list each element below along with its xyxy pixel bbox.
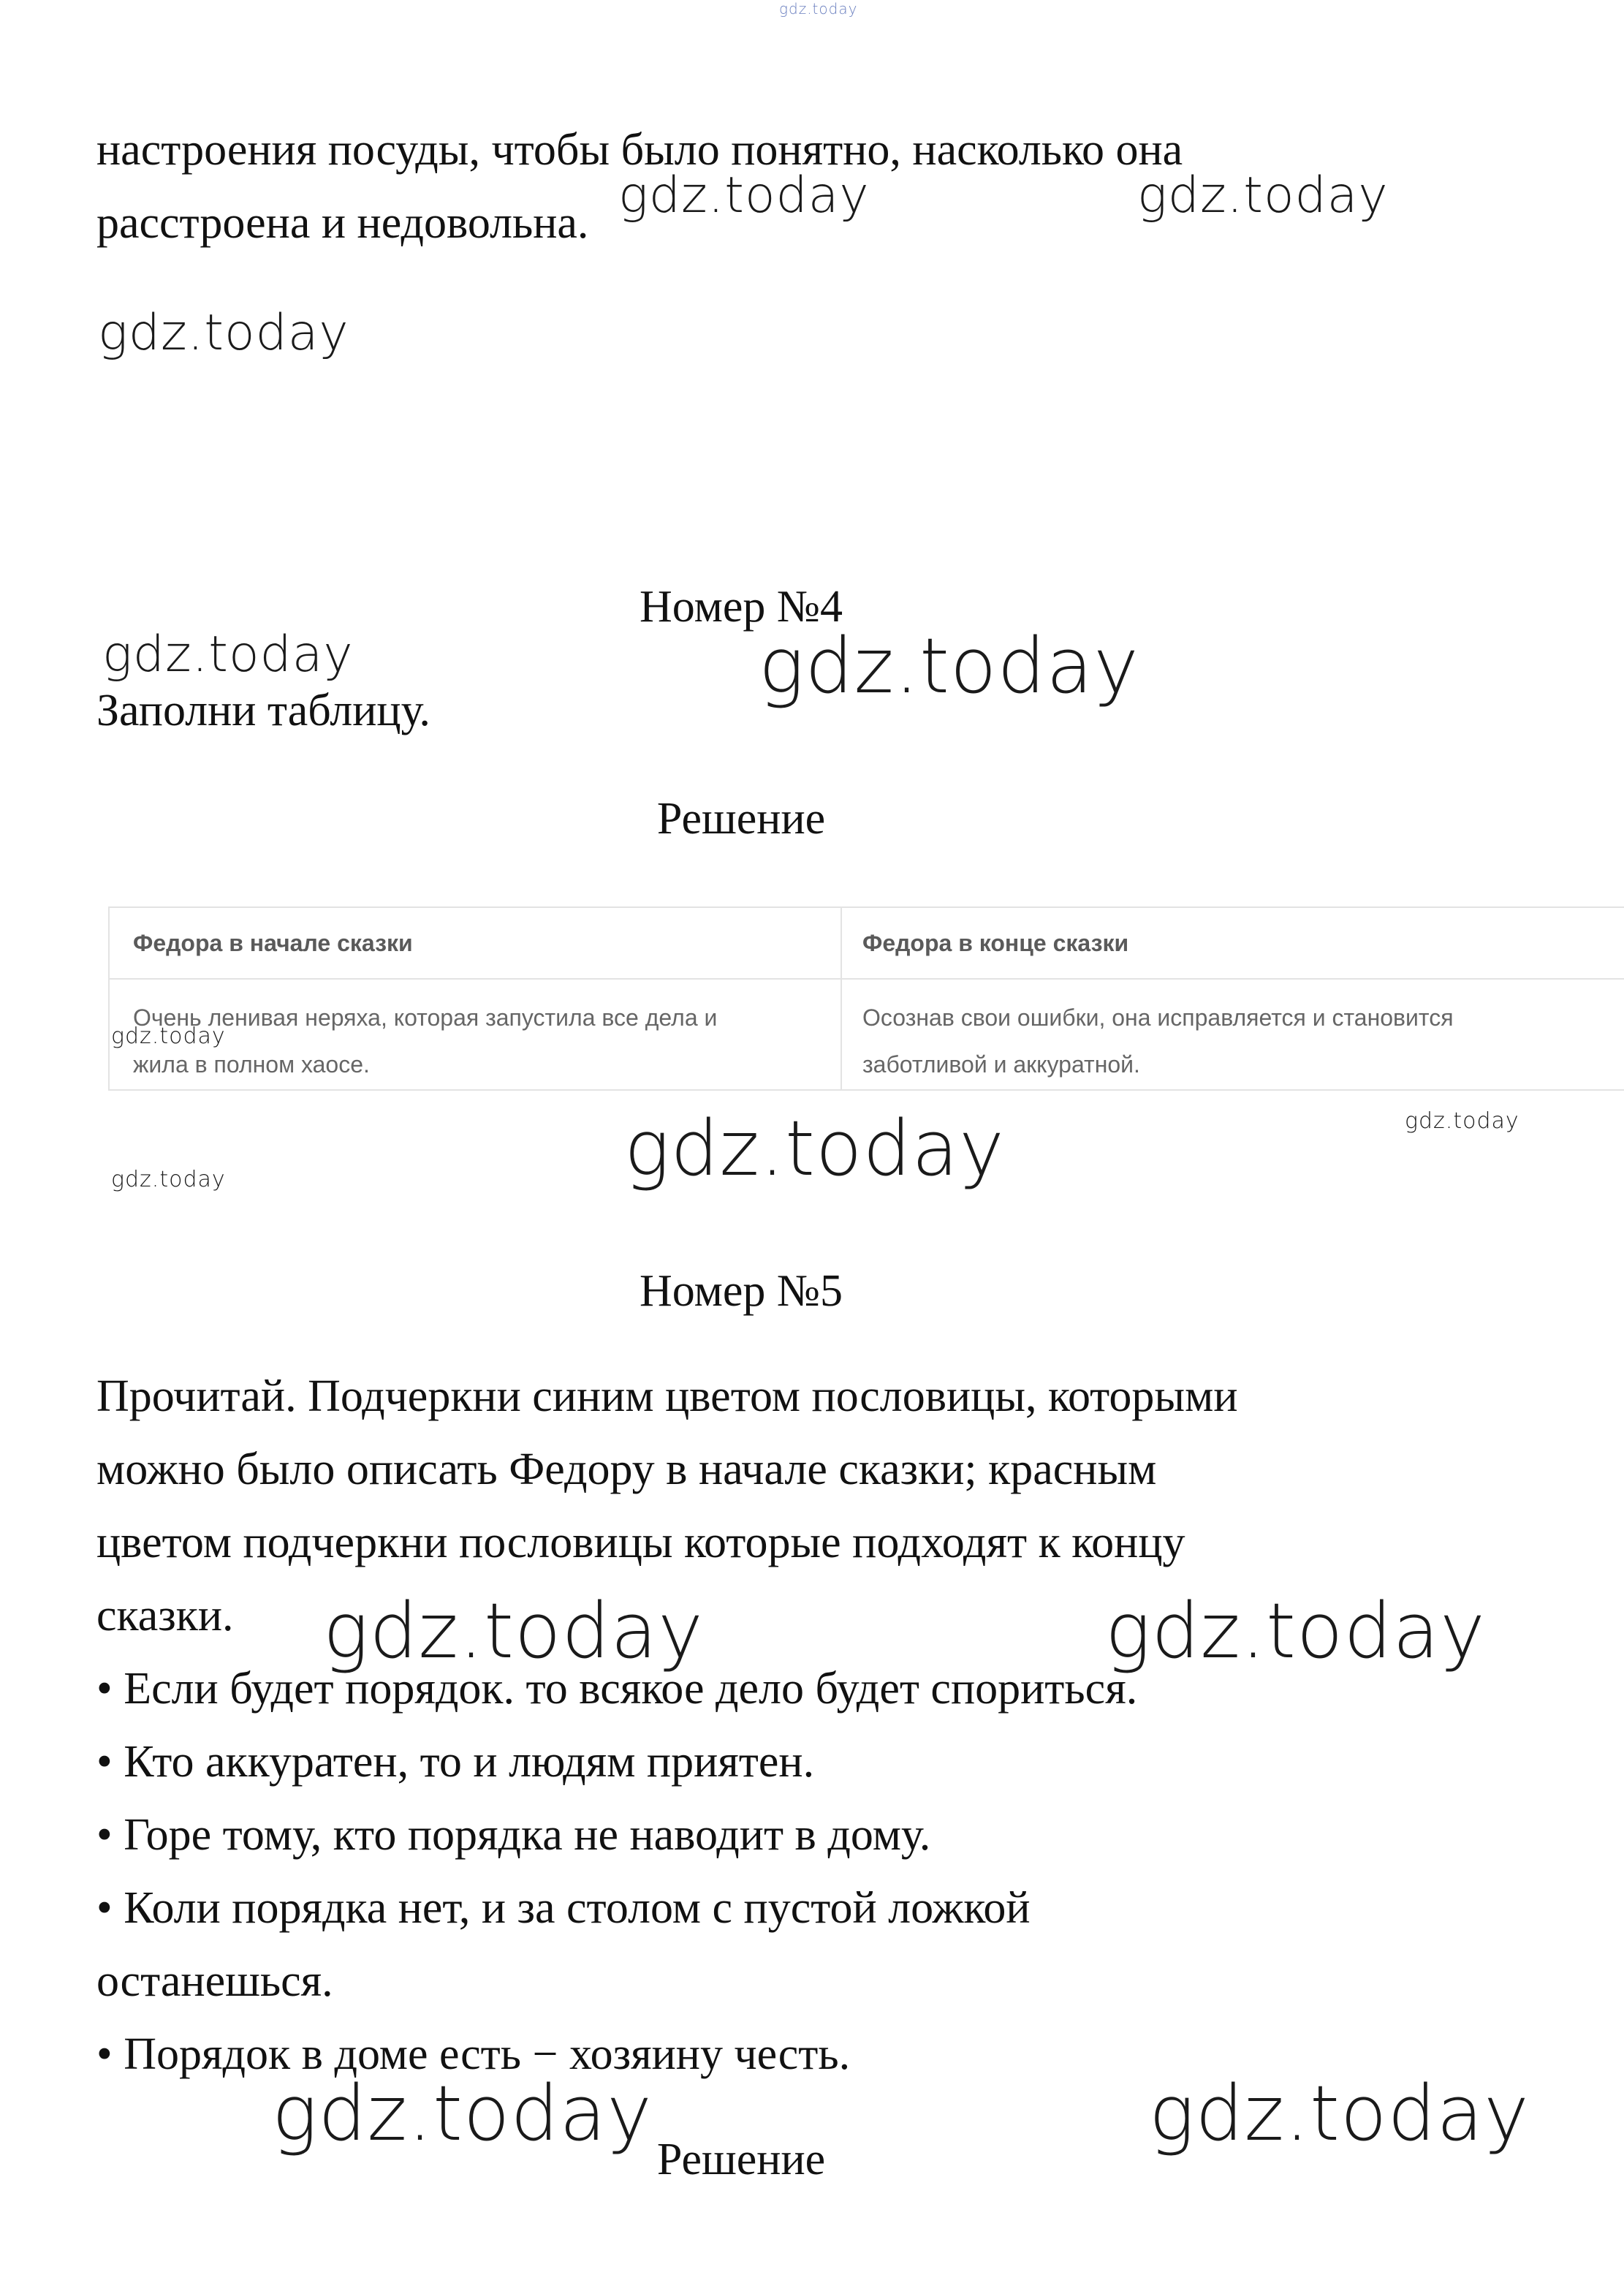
- watermark: gdz.today: [98, 304, 349, 362]
- watermark: gdz.today: [1149, 2069, 1530, 2158]
- table-header-start: Федора в начале сказки: [133, 930, 413, 956]
- watermark: gdz.today: [1105, 1586, 1486, 1676]
- comparison-table: [108, 906, 1624, 1091]
- task5-instruction-line-4: сказки.: [96, 1591, 234, 1640]
- watermark: gdz.today: [102, 626, 354, 684]
- proverb-3: • Горе тому, кто порядка не наводит в дому.: [96, 1810, 931, 1860]
- task5-title: Номер №5: [639, 1266, 843, 1316]
- task4-title: Номер №4: [639, 582, 843, 632]
- watermark: gdz.today: [111, 1023, 226, 1049]
- watermark: gdz.today: [759, 621, 1139, 711]
- proverb-4: • Коли порядка нет, и за столом с пустой ложкой: [96, 1883, 1031, 1933]
- proverb-1: • Если будет порядок. то всякое дело будет спориться.: [96, 1664, 1138, 1714]
- table-divider: [841, 908, 842, 1089]
- watermark: gdz.today: [624, 1104, 1005, 1193]
- proverb-4-continuation: останешься.: [96, 1956, 333, 2006]
- watermark: gdz.today: [1137, 167, 1389, 224]
- watermark: gdz.today: [272, 2069, 653, 2158]
- watermark: gdz.today: [779, 0, 858, 18]
- table-header-end: Федора в конце сказки: [862, 930, 1129, 956]
- task5-solution-heading: Решение: [656, 2135, 826, 2184]
- watermark: gdz.today: [111, 1167, 226, 1192]
- table-cell-end: [862, 994, 1454, 1088]
- watermark: gdz.today: [1405, 1108, 1519, 1134]
- intro-line-2: расстроена и недовольна.: [96, 198, 589, 248]
- table-cell-end-line-1: Осознав свои ошибки, она исправляется и становится: [862, 1004, 1454, 1031]
- task5-instruction-line-2: можно было описать Федору в начале сказки; красным: [96, 1445, 1157, 1494]
- table-cell-start-line-2: жила в полном хаосе.: [133, 1051, 370, 1078]
- table-cell-start-line-1: Очень ленивая неряха, которая запустила все дела и: [133, 1004, 718, 1031]
- task4-solution-heading: Решение: [656, 794, 826, 844]
- proverb-2: • Кто аккуратен, то и людям приятен.: [96, 1737, 815, 1787]
- task5-instruction-line-3: цветом подчеркни пословицы которые подходят к концу: [96, 1518, 1185, 1567]
- watermark: gdz.today: [323, 1586, 704, 1676]
- task5-instruction-line-1: Прочитай. Подчеркни синим цветом пословицы, которыми: [96, 1371, 1238, 1421]
- table-cell-end-line-2: заботливой и аккуратной.: [862, 1051, 1140, 1078]
- intro-line-1: настроения посуды, чтобы было понятно, насколько она: [96, 125, 1183, 175]
- watermark: gdz.today: [618, 167, 870, 224]
- task4-instruction: Заполни таблицу.: [96, 686, 430, 735]
- proverb-5: • Порядок в доме есть − хозяину честь.: [96, 2029, 851, 2079]
